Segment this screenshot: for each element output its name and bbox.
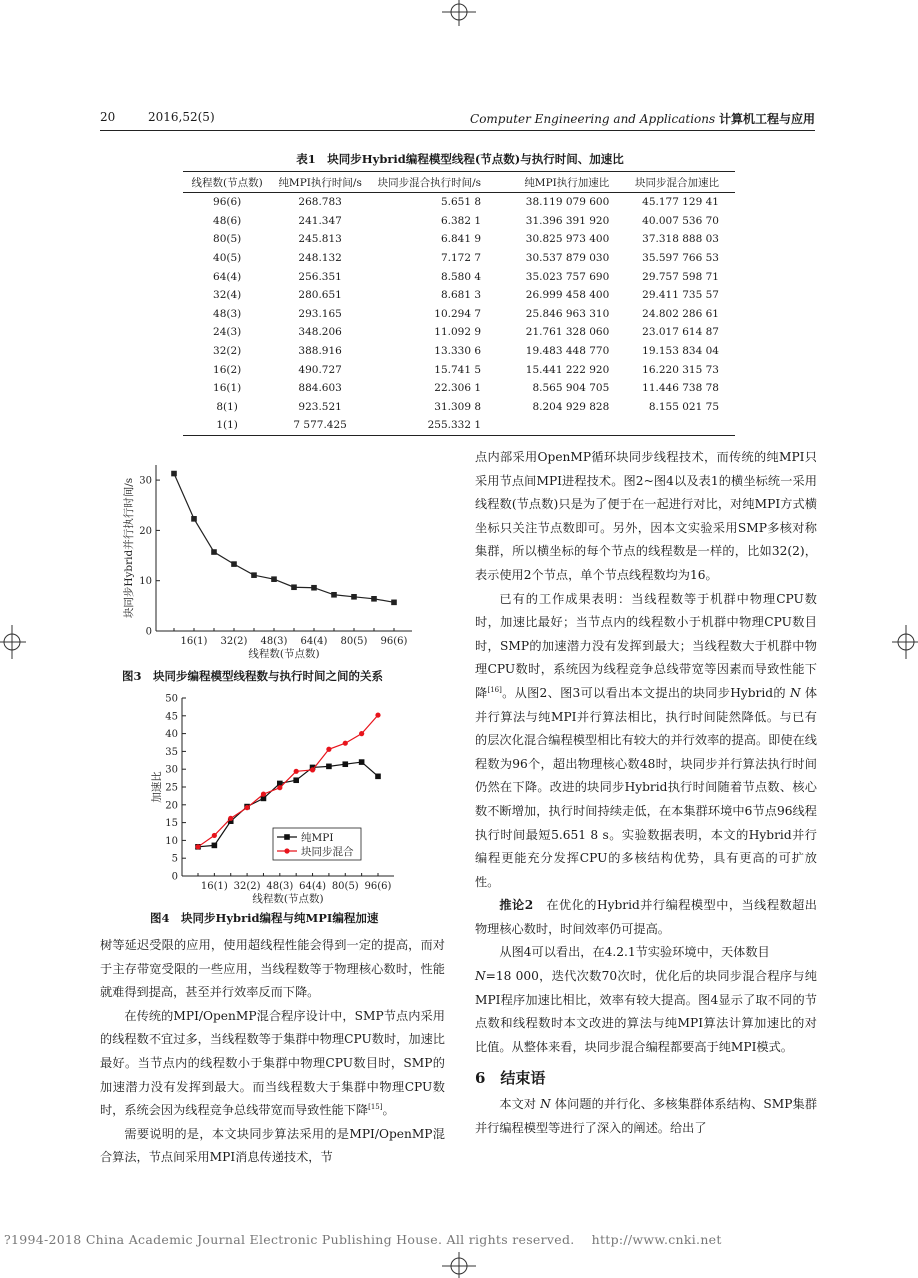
table-cell: 29.757 598 71 [642,270,719,283]
y-tick-label: 5 [171,853,178,865]
x-tick-label: 96(6) [380,636,408,647]
corollary-2 [475,894,817,941]
table-cell: 8.155 021 75 [648,400,719,413]
crop-mark-right [892,621,918,663]
table-row [183,286,735,305]
table-row [183,360,735,379]
journal-name-cn: 计算机工程与应用 [718,112,815,126]
x-tick-label: 48(3) [266,881,294,892]
right-column-text [475,446,817,1140]
data-point [271,576,277,582]
left-paragraph-3: 需要说明的是，本文块同步算法采用的是MPI/OpenMP混合算法，节点间采用MPI消息传递技术，节 [100,1126,445,1165]
left-paragraph-2-end: 。 [382,1103,395,1118]
table-cell: 8.681 3 [440,289,482,302]
header-rule [100,130,815,131]
data-point [310,767,315,772]
y-tick-label: 20 [139,525,152,537]
y-axis-label: 块同步Hybrid并行执行时间/s [123,477,135,619]
table-cell: 5.651 8 [440,196,482,209]
legend-marker [284,834,290,840]
data-point [375,774,381,780]
data-point [171,471,177,477]
table-cell: 884.603 [298,382,342,395]
table-cell: 16(2) [213,363,242,376]
data-point [191,516,197,522]
table-header-cell: 块同步混合加速比 [615,172,735,193]
left-column-text [100,934,445,1170]
table-cell: 256.351 [298,270,342,283]
table-body [183,193,735,436]
crop-mark-left [0,621,26,663]
table-row [183,267,735,286]
corollary-text: 在优化的Hybrid并行编程模型中，当线程数超出物理核心数时，时间效率仍可提高。 [475,898,817,936]
y-tick-label: 20 [165,800,178,812]
table-cell: 16(1) [213,382,242,395]
table-cell: 32(4) [213,289,242,302]
data-point [212,843,218,849]
x-tick-label: 80(5) [331,881,359,892]
data-point [391,600,397,606]
table-cell: 32(2) [213,345,242,358]
table-row [183,305,735,324]
data-point [291,584,297,590]
citation-16: [16] [487,685,502,694]
y-tick-label: 10 [165,835,178,847]
table-row [183,323,735,342]
table-header-cell: 线程数(节点数) [183,172,271,193]
table-cell: 29.411 735 57 [642,289,719,302]
table-header-cell: 纯MPI执行加速比 [505,172,615,193]
table-cell: 245.813 [298,233,342,246]
table-cell: 255.332 1 [369,416,505,435]
crop-mark-bottom [438,1252,480,1278]
y-tick-label: 0 [145,626,152,638]
table-cell: 13.330 6 [434,345,482,358]
table-cell: 23.017 614 87 [642,326,719,339]
page-number: 20 [100,110,116,124]
x-tick-label: 80(5) [340,636,368,647]
table-cell: 35.597 766 53 [642,252,719,265]
table-cell: 96(6) [213,196,242,209]
table-caption: 表1 块同步Hybrid编程模型线程(节点数)与执行时间、加速比 [296,152,624,166]
table-cell: 8.580 4 [440,270,482,283]
data-point [331,592,337,598]
table-row [183,398,735,417]
y-tick-label: 30 [139,475,152,487]
table-header-cell: 块同步混合执行时间/s [369,172,505,193]
right-paragraph-4a: 从图4可以看出，在4.2.1节实验环境中，天体数目 [499,945,770,960]
y-tick-label: 40 [165,729,178,741]
table-cell: 388.916 [298,345,342,358]
table-cell: 45.177 129 41 [642,196,719,209]
table-cell: 10.294 7 [434,307,482,320]
table-cell: 293.165 [298,307,342,320]
right-paragraph-5 [475,1093,817,1140]
table-row [183,212,735,231]
data-point [326,764,332,770]
right-paragraph-1: 点内部采用OpenMP循环块同步线程技术，而传统的纯MPI只采用节点间MPI进程技术。图2~图4以及表1的横坐标统一采用线程数(节点数)只是为了便于在一起进行对比，对纯MPI方式横坐标只关注节点数即可。另外，因本文实验采用SMP多核对称集群，所以横坐标的每个节点的线程数是一样的，比如32(2)，表示使用2个节点，单个节点线程数均为16。 [475,450,817,582]
table-cell: 8.565 904 705 [532,382,610,395]
series-line [198,715,378,847]
data-point [343,741,348,746]
table-cell: 268.783 [298,196,342,209]
data-point [211,549,217,555]
table-cell: 348.206 [298,326,342,339]
table-cell: 26.999 458 400 [525,289,610,302]
table-cell: 15.741 5 [434,363,482,376]
x-tick-label: 96(6) [364,881,392,892]
data-point [261,792,266,797]
var-N-3: N [540,1097,551,1112]
journal-name [470,110,815,127]
table-cell: 48(3) [213,307,242,320]
table-cell: 7.172 7 [440,252,482,265]
table-cell: 6.841 9 [440,233,482,246]
left-paragraph-1: 树等延迟受限的应用，使用超线程性能会得到一定的提高，而对于主存带宽受限的一些应用，当线程数等于物理核心数时，性能就难得到提高，甚至并行效率反而下降。 [100,938,445,1000]
table-cell: 64(4) [213,270,242,283]
table-cell [505,416,615,435]
data-point [244,805,249,810]
citation-15: [15] [368,1103,383,1112]
table-cell: 38.119 079 600 [525,196,610,209]
table-header-cell: 纯MPI执行时间/s [271,172,369,193]
table-cell: 923.521 [298,400,342,413]
table-cell: 37.318 888 03 [642,233,719,246]
right-paragraph-5b: 体问题的并行化、多核集群体系结构、SMP集群并行编程模型等进行了深入的阐述。给出了 [475,1097,818,1135]
table-cell: 19.483 448 770 [525,345,610,358]
legend-label: 纯MPI [301,832,334,844]
table-cell: 11.092 9 [434,326,482,339]
table-cell: 35.023 757 690 [525,270,610,283]
table-cell: 21.761 328 060 [525,326,610,339]
table-cell: 280.651 [298,289,342,302]
right-paragraph-4b: =18 000，迭代次数70次时，优化后的块同步混合程序与纯MPI程序加速比相比，效率有较大提高。图4显示了取不同的节点数和线程数时本文改进的算法与纯MPI算法计算加速比的对比值。从整体来看，块同步混合编程都要高于纯MPI模式。 [475,969,817,1054]
data-point [359,759,365,765]
x-tick-label: 48(3) [260,636,288,647]
corollary-label: 推论2 [499,898,534,913]
table-cell: 8.204 929 828 [532,400,610,413]
table-cell: 11.446 738 78 [642,382,719,395]
y-tick-label: 10 [139,576,152,588]
series-line [174,474,394,603]
var-N: N [789,685,801,700]
table-header-row [183,172,735,193]
right-paragraph-2b: 。从图2、图3可以看出本文提出的块同步Hybrid的 [501,685,790,700]
figure-3-chart [118,455,418,665]
data-point [326,747,331,752]
table-cell: 31.309 8 [434,400,482,413]
x-tick-label: 32(2) [220,636,248,647]
table-cell: 19.153 834 04 [642,345,719,358]
figure-4-caption: 图4 块同步Hybrid编程与纯MPI编程加速 [150,911,379,925]
x-tick-label: 16(1) [180,636,208,647]
right-paragraph-2 [475,588,817,895]
data-point [371,596,377,602]
x-tick-label: 64(4) [300,636,328,647]
table-cell: 16.220 315 73 [642,363,719,376]
legend-marker [284,848,289,853]
table-cell: 30.825 973 400 [525,233,610,246]
y-tick-label: 50 [165,693,178,705]
figure-4-chart [148,690,408,905]
data-point [231,561,237,567]
right-paragraph-4 [475,941,817,1059]
table-row [183,379,735,398]
var-N-2: N [475,969,486,984]
table-cell: 40(5) [213,252,242,265]
table-cell: 31.396 391 920 [525,214,610,227]
figure-3-caption: 图3 块同步编程模型线程数与执行时间之间的关系 [122,669,383,683]
table-row [183,193,735,212]
y-tick-label: 25 [165,782,178,794]
table-cell: 30.537 879 030 [525,252,610,265]
table-cell: 80(5) [213,233,242,246]
x-tick-label: 16(1) [200,881,228,892]
y-axis-label: 加速比 [151,771,163,803]
table-cell: 6.382 1 [440,214,482,227]
data-point [195,844,200,849]
results-table [183,171,735,436]
data-point [311,585,317,591]
right-paragraph-2a: 已有的工作成果表明：当线程数等于机群中物理CPU数时，加速比最好；当节点内的线程数小于机群中物理CPU数目时，SMP的加速潜力没有发挥到最大；当线程数大于机群中物理CPU数时，系统因为线程竞争总线带宽等因素而导致性能下降 [475,591,817,700]
table-cell [615,416,735,435]
left-paragraph-2 [100,1005,445,1123]
y-tick-label: 45 [165,711,178,723]
table-row [183,416,735,435]
data-point [251,572,257,578]
table-cell: 48(6) [213,214,242,227]
right-paragraph-5a: 本文对 [499,1097,541,1112]
x-axis-label: 线程数(节点数) [252,893,324,905]
section-heading-conclusion: 6 结束语 [475,1069,546,1088]
table-row [183,342,735,361]
data-point [359,731,364,736]
table-cell: 1(1) [183,416,271,435]
y-tick-label: 35 [165,746,178,758]
journal-name-en: Computer Engineering and Applications [470,112,716,126]
legend-label: 块同步混合 [301,846,354,858]
data-point [277,785,282,790]
table-row [183,249,735,268]
table-row [183,230,735,249]
table-cell: 241.347 [298,214,342,227]
x-tick-label: 32(2) [233,881,261,892]
x-tick-label: 64(4) [299,881,326,892]
data-point [294,769,299,774]
copyright-footer: ?1994-2018 China Academic Journal Electronic Publishing House. All rights reserved. http://www.cnki.net [4,1232,722,1247]
table-cell: 40.007 536 70 [642,214,719,227]
table-cell: 24.802 286 61 [642,307,719,320]
left-paragraph-2-text: 在传统的MPI/OpenMP混合程序设计中，SMP节点内采用的线程数不宜过多，当线程数等于集群中物理CPU数时，加速比最好。当节点内的线程数小于集群中物理CPU数目时，SMP的加速潜力没有发挥到最大。而当线程数大于集群中物理CPU数时，系统会因为线程竞争总线带宽而导致性能下降 [100,1008,445,1118]
data-point [212,833,217,838]
x-axis-label: 线程数(节点数) [248,648,320,660]
table-cell: 8(1) [216,400,238,413]
crop-mark-top [438,0,480,26]
table-cell: 490.727 [298,363,342,376]
data-point [351,594,357,600]
data-point [375,712,380,717]
y-tick-label: 30 [165,764,178,776]
data-point [293,777,299,783]
y-tick-label: 0 [171,871,178,883]
right-paragraph-2c: 体并行算法与纯MPI并行算法相比，执行时间陡然降低。与已有的层次化混合编程模型相比有较大的并行效率的提高。即使在线程数为96个，超出物理核心数48时，块同步并行算法执行时间仍然在下降。改进的块同步Hybrid执行时间随着节点数、核心数不断增加，执行时间持续走低，在本集群环境中6节点96线程执行时间最短5.651 8 s。实验数据表明，本文的Hybrid并行编程更能充分发挥CPU的多核结构优势，具有更高的可扩放性。 [475,685,818,889]
table-cell: 24(3) [213,326,242,339]
data-point [342,761,348,767]
table-cell: 22.306 1 [434,382,482,395]
data-point [228,816,233,821]
volume-issue: 2016,52(5) [148,110,215,124]
table-cell: 7 577.425 [271,416,369,435]
table-cell: 15.441 222 920 [525,363,610,376]
table-cell: 25.846 963 310 [525,307,610,320]
table-cell: 248.132 [298,252,342,265]
y-tick-label: 15 [165,818,178,830]
